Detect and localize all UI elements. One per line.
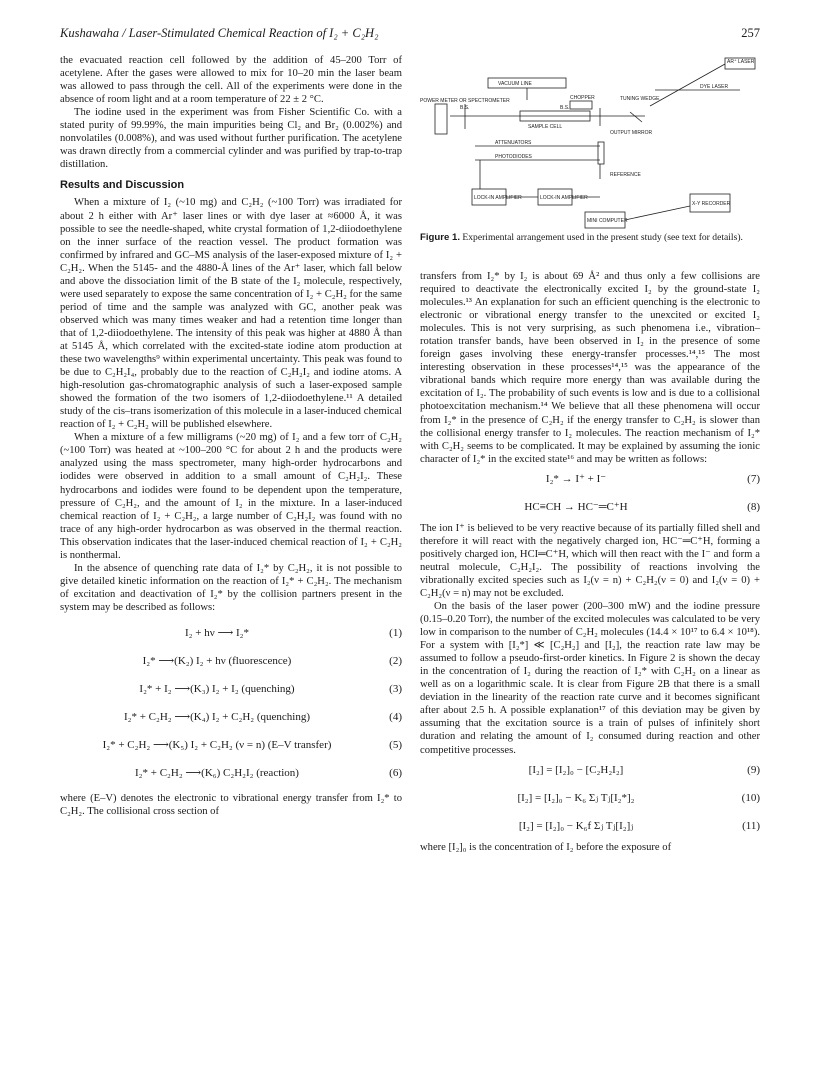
equation: I₂* + C₂H₂ ⟶(K₆) C₂H₂I₂ (reaction) (6) [135, 767, 402, 780]
label-bs-right: B.S. [560, 105, 570, 111]
running-title: Kushawaha / Laser-Stimulated Chemical Reaction of I₂ + C₂H₂ [60, 26, 379, 40]
label-vacuum-line: VACUUM LINE [498, 81, 532, 87]
label-sample-cell: SAMPLE CELL [528, 124, 563, 130]
equation: [I₂] = [I₂]₀ − K₆ Σⱼ Tⱼ[I₂*]₂ (10) [517, 792, 760, 805]
paragraph: When a mixture of a few milligrams (~20 mg) of I₂ and a few torr of C₂H₂ (~100 Torr) was heated at ~100–200 °C for about 2 h and the products were analyzed using the mass spectrometer, many high-order hydrocarbons and iodides were observed in addition to a small amount of C₂H₂I₂. These hydrocarbons and iodides were found to be dependent upon the temperature, pressure of C₂H₂, and the amount of I₂ in the mixture. In a laser-induced chemical reaction of I₂ + C₂H₂, a large number of C₂H₂I₂ was found with no trace of any high-order hydrocarbon as was observed in the thermal reaction. This observation indicates that the laser-induced chemical reaction of I₂ + C₂H₂ is nonthermal. [60, 432, 402, 561]
label-photodiodes: PHOTODIODES [495, 154, 532, 160]
running-header [60, 26, 760, 44]
photodiode-box [598, 142, 604, 164]
label-tuning-wedge: TUNING WEDGE [620, 96, 660, 102]
paragraph: The iodine used in the experiment was from Fisher Scientific Co. with a stated purity of 99.99%, the main impurities being Cl₂ and Br₂ (0.002%) and nonvolatiles (0.008%), and was used without further purification. The acetylene was drawn directly from a commercial cylinder and was purified by trap-to-trap distillation. [60, 107, 402, 171]
equation: I₂* → I⁺ + I⁻ (7) [545, 473, 760, 486]
label-bs-left: B.S. [460, 105, 470, 111]
section-heading: Results and Discussion [60, 179, 185, 192]
left-column [60, 54, 402, 818]
paragraph: where (E–V) denotes the electronic to vibrational energy transfer from I₂* to C₂H₂. The collisional cross section of [60, 792, 402, 818]
paragraph: The ion I⁺ is believed to be very reactive because of its partially filled shell and therefore it will react with the negatively charged ion, HC⁻═C⁺H, forming a positively charged ion, HCI═C⁺H, which will then react with the I⁻ and form a neutral molecule, C₂H₂I₂. The possibility of reactions involving the vibrationally excited species such as I₂(ν = n) + C₂H₂(ν = 0) and I₂(ν = 0) + C₂H₂(ν = n) may not be excluded. [420, 522, 760, 599]
paragraph: transfers from I₂* by I₂ is about 69 Å² and thus only a few collisions are required to deactivate the electronically excited I₂ by the ground-state I₂ molecules.¹³ An explanation for such an efficient quenching is the electronic to electronic or vibrational energy transfer to the unexcited or excited I₂ molecules. This is not very surprising, as such phenomena i.e., vibration–rotation transfer bands, have been observed in I₂ in the presence of some foreign gases involving these energy-transfer processes.¹⁴,¹⁵ The most interesting observation in these processes¹⁴,¹⁵ was the appearance of the vibrational bands which require more energy than was available during the excitation of I₂. The probability of such events is low and is due to a collisional photoexcitation mechanism.¹⁴ We believe that all these phenomena will occur from I₂* in the presence of C₂H₂ if the energy transfer to C₂H₂ is slower than the collisional energy transfer to I₂ molecules. The reaction mechanism of I₂* with C₂H₂ seems to be complicated. It may be explained by assuming the ionic character of I₂* in the excited state¹⁶ and may be written as follows: [420, 271, 760, 465]
label-dye-laser: DYE LASER [700, 84, 729, 90]
caption-text: Experimental arrangement used in the present study (see text for details). [462, 232, 743, 243]
equation: [I₂] = [I₂]₀ − K₆f Σⱼ Tⱼ[I₂]ⱼ (11) [518, 820, 760, 833]
label-ar-laser: AR⁺ LASER [727, 59, 755, 65]
paragraph: When a mixture of I₂ (~10 mg) and C₂H₂ (~100 Torr) was irradiated for about 2 h either with Ar⁺ laser lines or with dye laser at ≈6000 Å, it was possible to see the needle-shaped, white crystal formation of 1,2-diiodoethylene on the inner surface of the reaction vessel. The product formation was confirmed by infrared and GC–MS analysis of the laser-exposed mixture of I₂ + C₂H₂. When the 5145- and the 4880-Å lines of the Ar⁺ laser, which fall below and above the dissociation limit of the B state of the I₂ molecule, respectively, were used separately to expose the same concentration of I₂ + C₂H₂ for the same period of time and the sample was analyzed with GC, another peak was observed which was many times weaker and had a retention time longer than that of 1,2-diiodoethylene. The intensity of this peak was higher at 4880 Å than at 5145 Å, which correlated with the excited-state iodine atom production at these two wavelengths⁹ within experimental uncertainty. This peak was found to be due to C₂H₂I₄, probably due to the reaction of C₂H₂I₂ and iodine atoms. A high-resolution gas-chromatographic analysis of such a laser-exposed sample showed the formation of the two isomers of 1,2-diiodoethylene.¹¹ A detailed study of the cis–trans isomerization of this molecule in a laser-induced chemical reaction of I₂ + C₂H₂ will be published elsewhere. [60, 197, 402, 431]
equation: I₂* + I₂ ⟶(K₃) I₂ + I₂ (quenching) (3) [139, 683, 402, 696]
paragraph: On the basis of the laser power (200–300 mW) and the iodine pressure (0.15–0.20 Torr), the number of the excited molecules was calculated to be very low in comparison to the number of C₂H₂ molecules (14.4 × 10¹⁷ to 6.4 × 10¹⁸). For a system with [I₂*] ≪ [C₂H₂] and [I₂], the reaction rate law may be assumed to follow a pseudo-first-order kinetics. In Figure 2 is shown the decay in the concentration of I₂ during the reaction of I₂* with C₂H₂ on a linear as well as on a logarithmic scale. It is clear from Figure 2B that there is a small deviation in the linearity of the reaction rate curve and it becomes significant after about 2.5 h. A possible explanation¹⁷ of this deviation may be given by assuming that the excitation source is a train of pulses of infinitely short duration and relating the amount of I₂ consumed during reaction and other competitive processes. [420, 600, 760, 756]
label-xy-recorder: X-Y RECORDER [692, 201, 731, 207]
label-attenuators: ATTENUATORS [495, 140, 532, 146]
equation: I₂* ⟶(K₂) I₂ + hν (fluorescence) (2) [142, 655, 402, 668]
paragraph: In the absence of quenching rate data of I₂* by C₂H₂, it is not possible to give detailed kinetic information on the reaction of I₂* + C₂H₂. The mechanism of excitation and deactivation of I₂* by the collision partners present in the system may be described as follows: [60, 562, 402, 613]
equation: [I₂] = [I₂]₀ − [C₂H₂I₂] (9) [528, 764, 760, 777]
label-lockin-1: LOCK-IN AMPLIFIER [474, 195, 522, 201]
equation: I₂ + hν ⟶ I₂* (1) [185, 627, 402, 640]
label-reference: REFERENCE [610, 172, 641, 178]
figure-caption [420, 232, 760, 244]
power-meter-box [435, 104, 447, 134]
label-chopper: CHOPPER [570, 95, 595, 101]
caption-label: Figure 1. [420, 232, 460, 243]
label-lockin-2: LOCK-IN AMPLIFIER [540, 195, 588, 201]
label-output-mirror: OUTPUT MIRROR [610, 130, 653, 136]
label-power-meter: POWER METER OR SPECTROMETER [420, 98, 510, 104]
equation: HC≡CH → HC⁻═C⁺H (8) [524, 501, 760, 514]
experimental-setup-figure [420, 54, 765, 234]
paragraph: where [I₂]₀ is the concentration of I₂ before the exposure of [420, 841, 672, 853]
equation: I₂* + C₂H₂ ⟶(K₅) I₂ + C₂H₂ (ν = n) (E–V transfer) (5) [102, 739, 402, 752]
paragraph: the evacuated reaction cell followed by the addition of 45–200 Torr of acetylene. After the gases were allowed to mix for 10–20 min the laser beam was allowed to pass through the cell. All of the experiments were done in the absence of room light and at a room temperature of 22 ± 2 °C. [60, 55, 402, 106]
chopper-box [570, 101, 592, 109]
label-mini-computer: MINI COMPUTER [587, 218, 628, 224]
page-number: 257 [741, 26, 760, 40]
equation: I₂* + C₂H₂ ⟶(K₄) I₂ + C₂H₂ (quenching) (4) [123, 711, 402, 724]
right-column [420, 270, 760, 854]
